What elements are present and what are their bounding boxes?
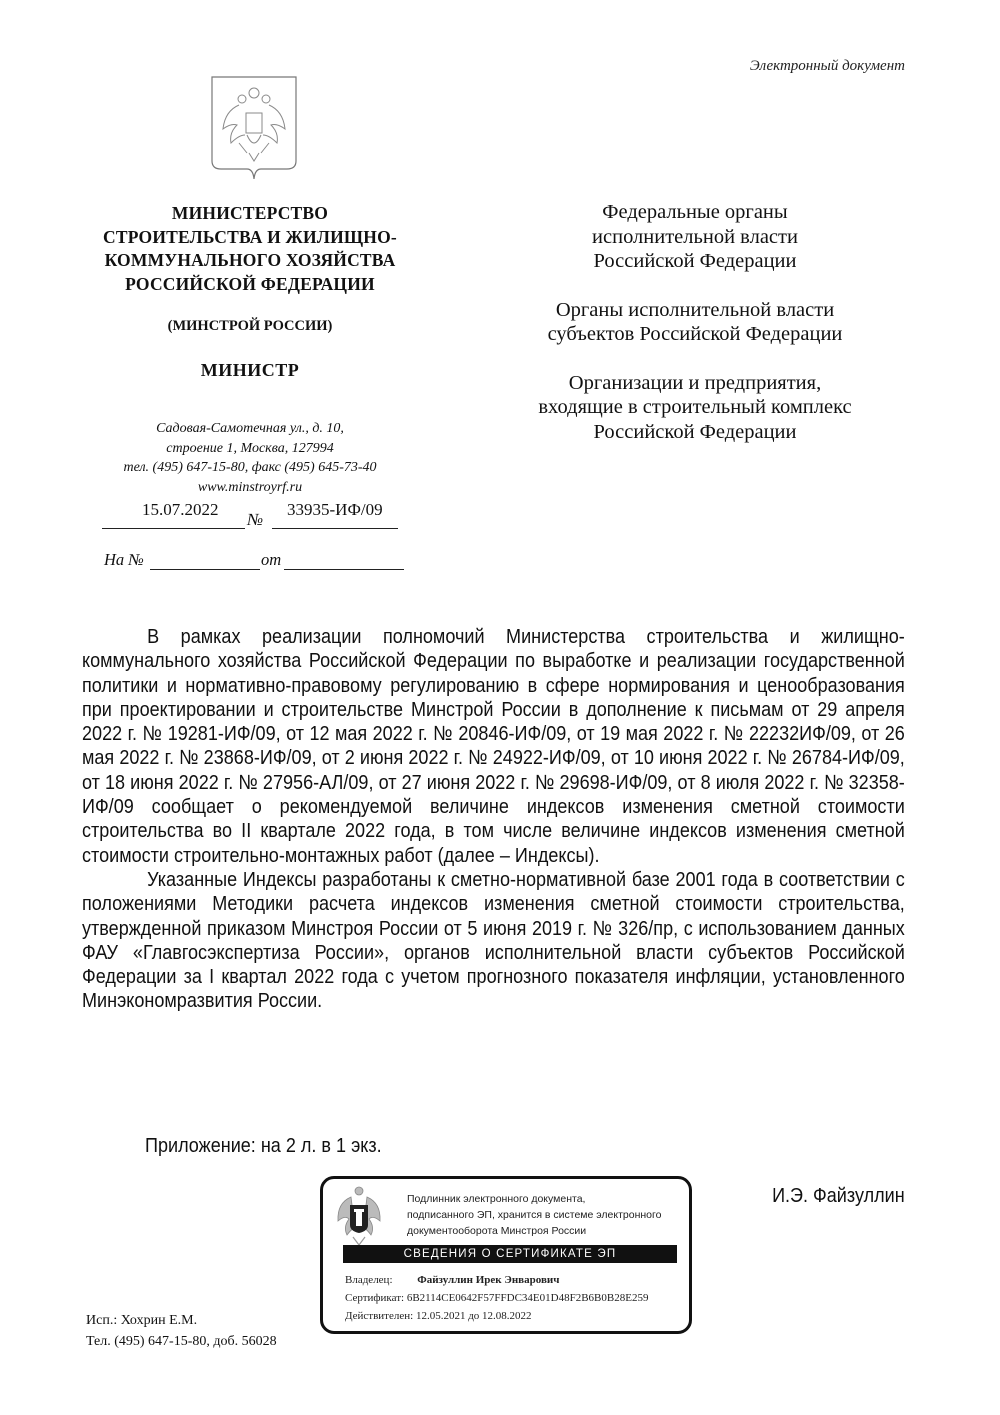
registration-date: 15.07.2022 xyxy=(142,500,219,519)
validity-label: Действителен: xyxy=(345,1310,414,1322)
minstroy-emblem-icon xyxy=(335,1185,383,1247)
electronic-signature-stamp xyxy=(320,1176,692,1334)
body-paragraph: Указанные Индексы разработаны к сметно-нормативной базе 2001 года в соответствии с положениями Методики расчета индексов изменения сметной стоимости строительства, утвержденной приказом Минстроя России от 5 июня 2019 г. № 326/пр, с использованием данных ФАУ «Главгосэкспертиза России», органов исполнительной власти субъектов Российской Федерации за I квартал 2022 года с учетом прогнозного показателя инфляции, установленного Минэкономразвития России. xyxy=(82,867,905,1013)
document-type-label: Электронный документ xyxy=(749,58,905,74)
sender-position: МИНИСТР xyxy=(200,360,300,380)
attachment-note: Приложение: на 2 л. в 1 экз. xyxy=(145,1134,382,1157)
recipient-line: Федеральные органы xyxy=(602,201,788,223)
recipients-block xyxy=(495,200,895,468)
ministry-line: КОММУНАЛЬНОГО ХОЗЯЙСТВА xyxy=(104,250,396,270)
recipient-line: исполнительной власти xyxy=(592,225,798,248)
stamp-intro-line: подписанного ЭП, хранится в системе электронного xyxy=(407,1209,662,1221)
reference-from-label: от xyxy=(261,550,282,569)
recipient-line: Российской Федерации xyxy=(593,250,797,272)
certificate-serial: 6B2114CE0642F57FFDC34E01D48F2B6B0B28E259 xyxy=(406,1292,649,1304)
number-sign: № xyxy=(247,510,264,529)
reference-number-blank xyxy=(150,569,260,570)
recipient-line: субъектов Российской Федерации xyxy=(547,323,843,345)
stamp-intro-line: документооборота Минстроя России xyxy=(407,1225,587,1237)
recipient-group xyxy=(495,371,895,445)
executor-phone: Тел. (495) 647-15-80, доб. 56028 xyxy=(86,1334,277,1349)
registration-line xyxy=(102,498,398,530)
certificate-info xyxy=(345,1271,648,1325)
reference-prefix: На № xyxy=(104,550,144,569)
recipient-line: входящие в строительный комплекс xyxy=(538,396,852,418)
recipient-group xyxy=(495,298,895,347)
number-underline xyxy=(272,528,398,529)
address-line: строение 1, Москва, 127994 xyxy=(166,440,334,456)
registration-number: 33935-ИФ/09 xyxy=(287,500,383,519)
owner-name: Файзуллин Ирек Энварович xyxy=(417,1274,560,1286)
owner-row xyxy=(345,1271,648,1289)
reference-line xyxy=(104,550,404,574)
executor-name: Исп.: Хохрин Е.М. xyxy=(86,1313,198,1328)
validity-period: 12.05.2021 до 12.08.2022 xyxy=(415,1310,532,1322)
recipient-line: Органы исполнительной власти xyxy=(555,298,835,321)
recipient-group xyxy=(495,200,895,274)
executor-block xyxy=(86,1310,277,1352)
certificate-row xyxy=(345,1289,648,1307)
address-line: тел. (495) 647-15-80, факс (495) 645-73-40 xyxy=(123,460,377,475)
ministry-short-name: (МИНСТРОЙ РОССИИ) xyxy=(167,318,333,334)
signer-name: И.Э. Файзуллин xyxy=(772,1184,905,1207)
recipient-line: Организации и предприятия, xyxy=(568,371,822,394)
letter-body xyxy=(82,625,905,1014)
certificate-label: Сертификат: xyxy=(345,1292,405,1304)
ministry-line: РОССИЙСКОЙ ФЕДЕРАЦИИ xyxy=(125,273,375,294)
body-paragraph: В рамках реализации полномочий Министерства строительства и жилищно-коммунального хозяйства Российской Федерации по выработке и реализации государственной политики и нормативно-правовому регулированию в сфере нормирования и ценообразования при проектировании и строительстве Минстрой России в дополнение к письмам от 29 апреля 2022 г. № 19281-ИФ/09, от 12 мая 2022 г. № 20846-ИФ/09, от 19 мая 2022 г. № 22232ИФ/09, от 26 мая 2022 г. № 23868-ИФ/09, от 2 июня 2022 г. № 24922-ИФ/09, от 10 июня 2022 г. № 26784-ИФ/09, от 18 июня 2022 г. № 27956-АЛ/09, от 27 июня 2022 г. № 29698-ИФ/09, от 8 июля 2022 г. № 32358-ИФ/09 сообщает о рекомендуемой величине индексов изменения сметной стоимости строительства во II квартале 2022 года, в том числе величине индексов изменения сметной стоимости строительно-монтажных работ (далее – Индексы). xyxy=(82,625,905,867)
ministry-line: СТРОИТЕЛЬСТВА И ЖИЛИЩНО- xyxy=(103,226,397,247)
reference-date-blank xyxy=(284,569,404,570)
stamp-intro-line: Подлинник электронного документа, xyxy=(407,1193,586,1205)
sender-address xyxy=(90,419,410,497)
validity-row xyxy=(345,1307,648,1325)
owner-label: Владелец: xyxy=(345,1274,393,1286)
address-line: Садовая-Самотечная ул., д. 10, xyxy=(156,421,344,436)
recipient-line: Российской Федерации xyxy=(593,420,797,443)
coat-of-arms-icon xyxy=(209,73,299,183)
ministry-name xyxy=(70,202,430,296)
website-link[interactable]: www.minstroyrf.ru xyxy=(197,479,303,495)
ministry-line: МИНИСТЕРСТВО xyxy=(171,203,329,223)
date-underline xyxy=(102,528,245,529)
stamp-intro xyxy=(407,1191,661,1239)
stamp-title: СВЕДЕНИЯ О СЕРТИФИКАТЕ ЭП xyxy=(343,1245,677,1263)
